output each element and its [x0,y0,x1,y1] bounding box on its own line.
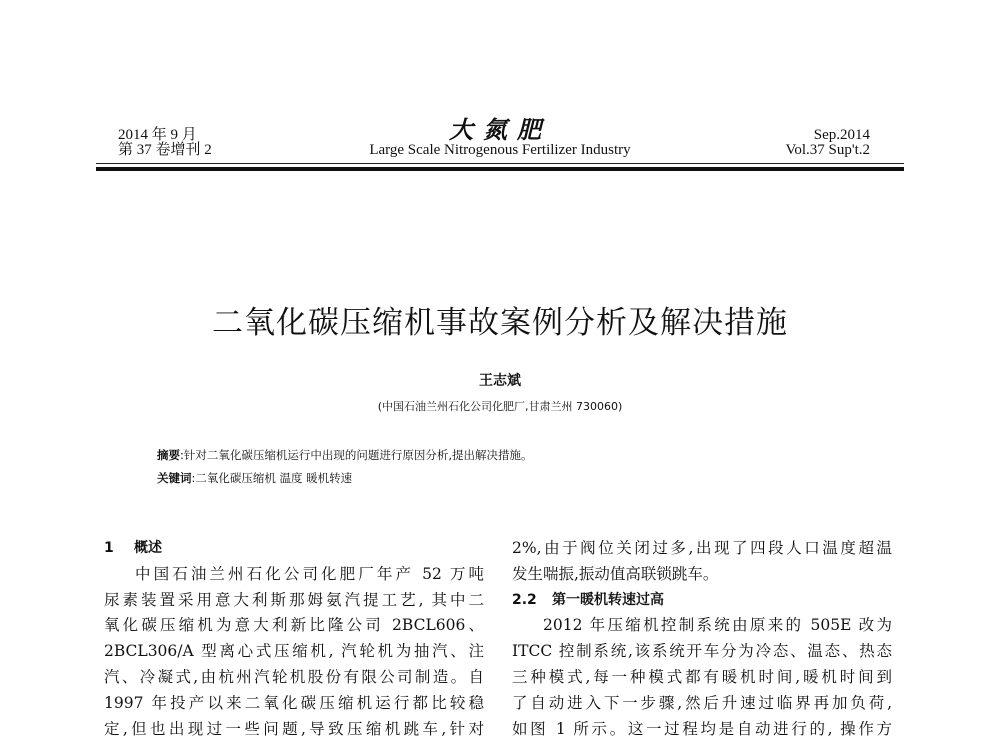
left-column [104,536,484,742]
journal-logo: 大氮肥 [449,115,551,144]
paragraph-line: 尿素装置采用意大利斯那姆氨汽提工艺, 其中二 [104,590,484,609]
issue-volume-en: Vol.37 Sup't.2 [785,142,870,158]
subsection-title: 第一暖机转速过高 [552,591,664,608]
keywords-text: :二氧化碳压缩机 温度 暖机转速 [191,471,353,485]
right-column [512,536,892,742]
subsection-number: 2.2 [512,591,537,608]
abstract-text: :针对二氧化碳压缩机运行中出现的问题进行原因分析,提出解决措施。 [180,448,533,462]
section-number: 1 [104,540,114,556]
paragraph-line: 如图 1 所示。这一过程均是自动进行的, 操作方 [512,719,892,738]
paragraph-line: 发生喘振,振动值高联锁跳车。 [512,564,719,583]
issue-volume: 第 37 卷增刊 2 [118,142,212,158]
abstract [157,447,533,463]
subsection-heading [512,588,892,614]
section-heading [104,536,484,562]
paragraph-line: 2BCL306/A 型离心式压缩机, 汽轮机为抽汽、注 [104,642,484,661]
paragraph-line: 氧化碳压缩机为意大利新比隆公司 2BCL606、 [104,616,484,635]
paragraph-line: 三种模式,每一种模式都有暖机时间,暖机时间到 [512,667,892,686]
paragraph-line: 2012 年压缩机控制系统由原来的 505E 改为 [543,616,892,635]
abstract-label: 摘要 [157,448,180,462]
journal-name: Large Scale Nitrogenous Fertilizer Industry [369,142,631,158]
paragraph-line: 汽、冷凝式,由杭州汽轮机股份有限公司制造。自 [104,667,484,686]
issue-date-en: Sep.2014 [813,127,870,143]
paragraph-line: 2%,由于阀位关闭过多,出现了四段人口温度超温 [512,539,892,557]
paragraph-line: 定,但也出现过一些问题,导致压缩机跳车,针对 [104,719,484,738]
paragraph-line: 1997 年投产以来二氧化碳压缩机运行都比较稳 [104,693,484,712]
paragraph-line: ITCC 控制系统,该系统开车分为冷态、温态、热态 [512,642,892,661]
paragraph-line: 了自动进入下一步骤,然后升速过临界再加负荷, [512,693,892,712]
keywords [157,470,352,486]
header-rule-thick [96,167,904,171]
author-affiliation: (中国石油兰州石化公司化肥厂,甘肃兰州 730060) [377,400,623,413]
article-title: 二氧化碳压缩机事故案例分析及解决措施 [212,305,788,341]
header-rule-thin [96,163,904,164]
paragraph-line: 中国石油兰州石化公司化肥厂年产 52 万吨 [135,564,484,583]
article-author: 王志斌 [479,373,521,389]
issue-date: 2014 年 9 月 [118,127,197,143]
keywords-label: 关键词 [157,471,192,485]
section-title: 概述 [134,540,162,556]
